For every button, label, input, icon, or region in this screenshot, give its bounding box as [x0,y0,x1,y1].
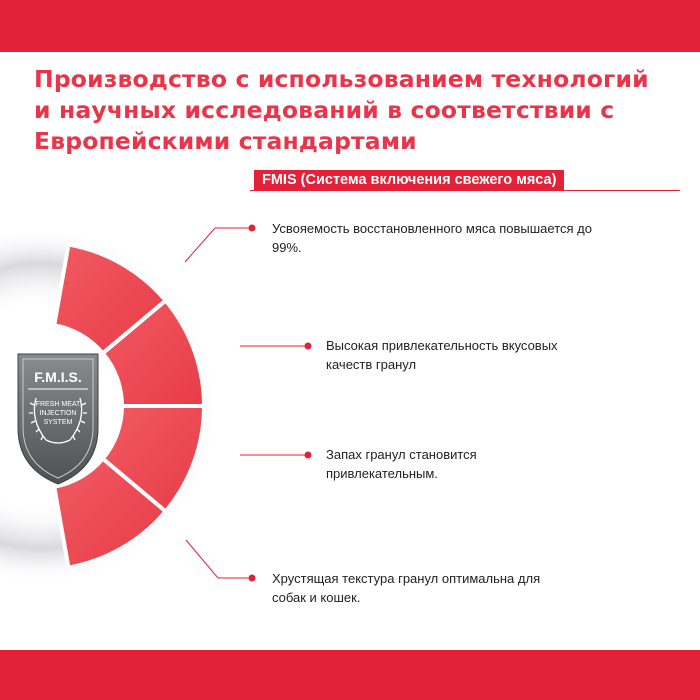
feature-item-4 [272,569,540,607]
fmis-tag: FMIS (Система включения свежего мяса) [254,170,564,191]
fmis-badge [18,354,98,484]
badge-line: FRESH MEAT [35,401,81,408]
badge-line: SYSTEM [43,419,73,426]
headline-line: Производство с использованием технологий [34,65,649,93]
connector-1 [185,225,255,262]
feature-text: Усвояемость восстановленного мяса повышается до [272,221,592,236]
connector-4 [186,540,255,581]
badge-title: F.M.I.S. [34,369,82,385]
feature-item-2 [326,336,558,374]
headline-line: и научных исследований в соответствии с [34,96,615,124]
feature-text: 99%. [272,240,302,255]
feature-text: Хрустящая текстура гранул оптимальна для [272,571,541,586]
connector-3 [240,452,311,458]
badge-line: INJECTION [39,410,77,417]
connector-2 [240,343,311,349]
feature-text: Высокая привлекательность вкусовых [326,338,558,353]
feature-item-3 [326,445,477,483]
feature-text: собак и кошек. [272,590,361,605]
feature-text: привлекательным. [326,466,438,481]
feature-text: Запах гранул становится [326,447,477,462]
headline-line: Европейскими стандартами [34,127,417,155]
feature-text: качеств гранул [326,357,417,372]
feature-item-1 [272,219,592,257]
